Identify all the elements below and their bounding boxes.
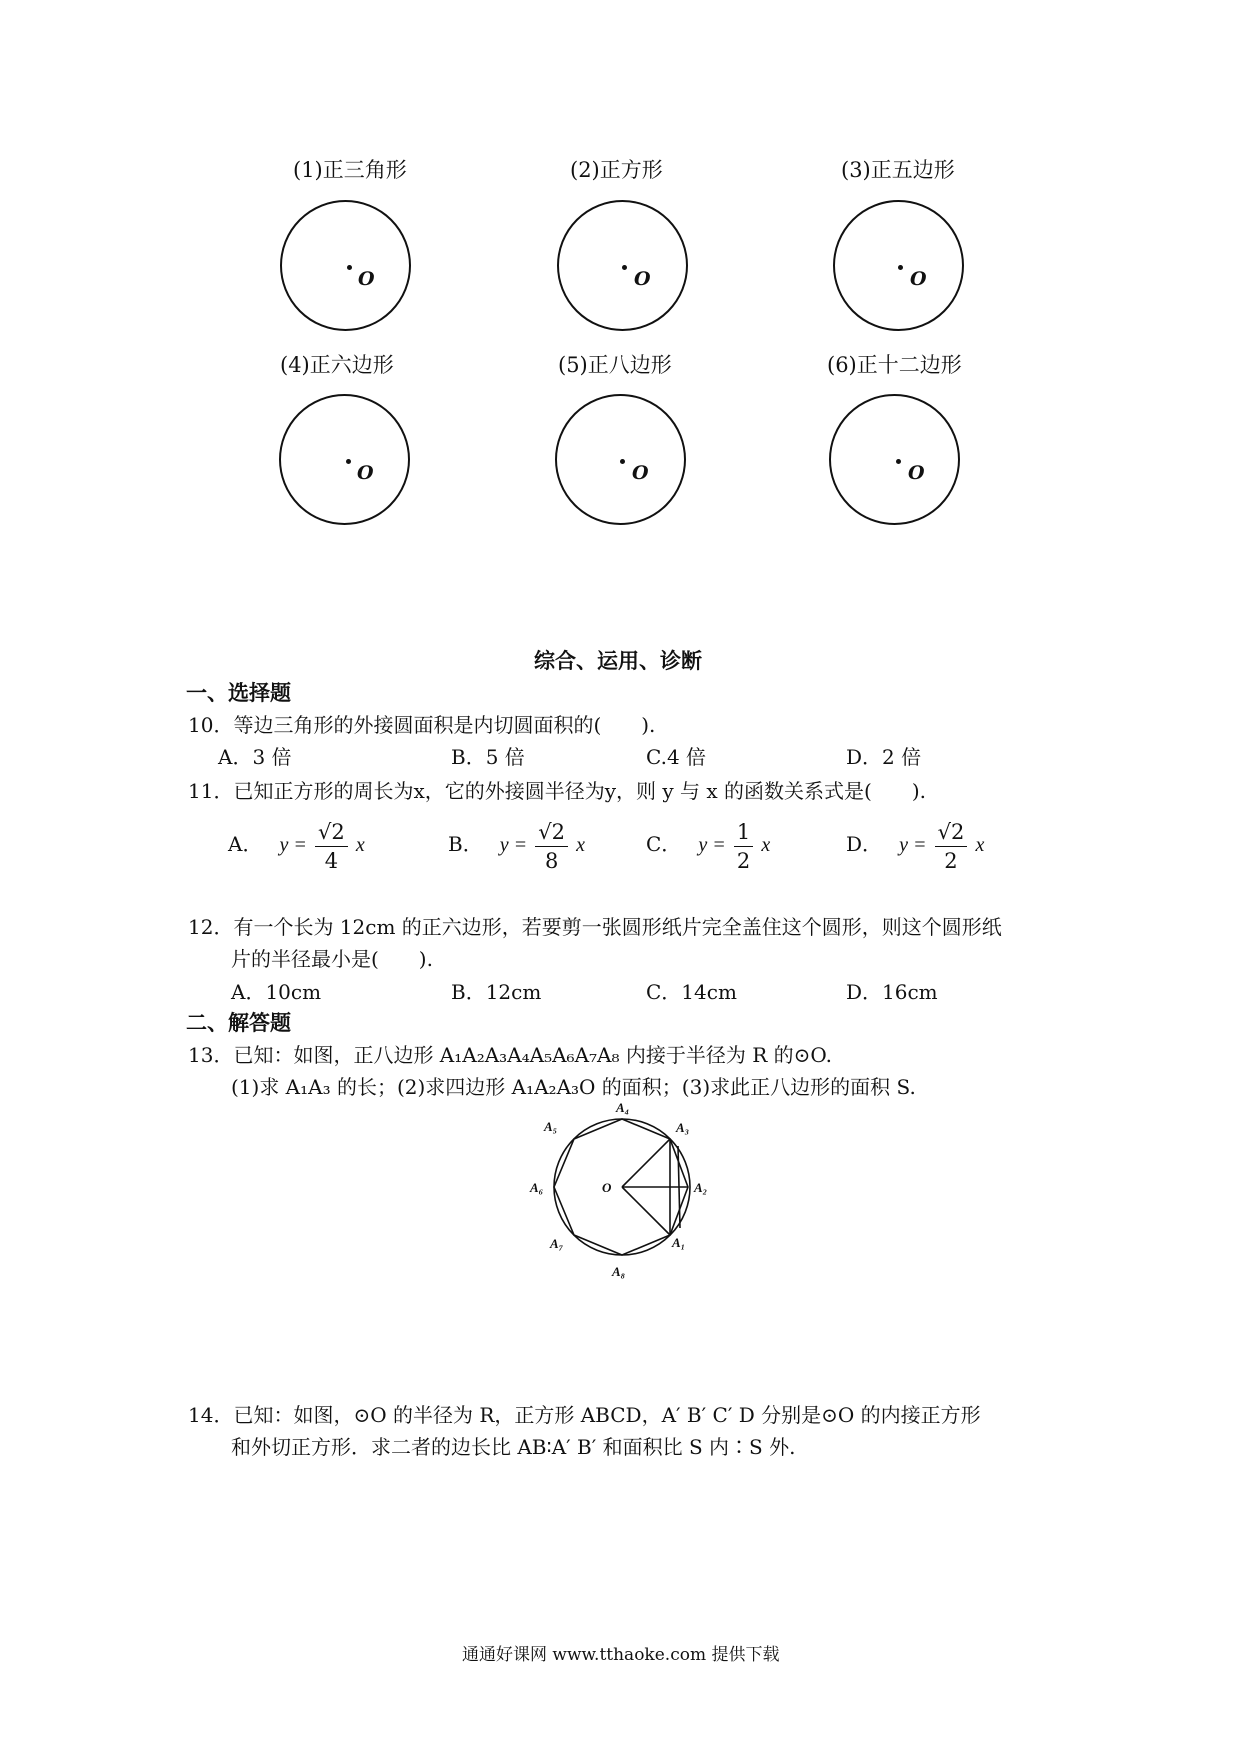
part2-title: 二、解答题 — [186, 1010, 291, 1035]
q10-option-d: D．2 倍 — [846, 745, 922, 769]
q10-stem: 10．等边三角形的外接圆面积是内切圆面积的( ). — [188, 713, 656, 737]
center-point — [898, 265, 903, 270]
option-variable: x — [975, 834, 985, 856]
octagon-figure — [520, 1090, 730, 1285]
option-variable: x — [576, 834, 585, 856]
q10-option-c: C.4 倍 — [646, 745, 707, 769]
segment-OA1 — [622, 1187, 670, 1235]
fraction — [935, 820, 968, 873]
q12-option-d: D．16cm — [846, 980, 938, 1004]
option-variable: x — [761, 834, 771, 856]
option-letter: D． — [846, 832, 883, 856]
q10-option-a: A．3 倍 — [218, 745, 292, 769]
option-letter: C． — [646, 832, 682, 856]
option-lhs: y = — [899, 834, 927, 856]
fraction-denominator: 2 — [944, 849, 958, 873]
option-lhs: y = — [698, 834, 726, 856]
fraction-denominator: 8 — [544, 849, 559, 873]
label-A2: A₂ — [694, 1180, 708, 1195]
option-lhs: y = — [499, 834, 528, 856]
q12-stem-line2: 片的半径最小是( ). — [231, 947, 433, 971]
segment-OA3 — [622, 1139, 670, 1187]
fraction-numerator: √2 — [935, 820, 968, 847]
segment-inner — [678, 1146, 680, 1228]
circle-6 — [829, 394, 960, 525]
label-A1: A₁ — [672, 1235, 686, 1250]
fraction — [535, 820, 568, 873]
q12-option-c: C．14cm — [646, 980, 737, 1004]
q11-option-a — [228, 820, 365, 873]
section-title: 综合、运用、诊断 — [534, 648, 702, 673]
center-point — [622, 265, 627, 270]
caption-octagon: (5)正八边形 — [558, 353, 672, 377]
label-A8: A₈ — [612, 1264, 626, 1279]
circle-1 — [280, 200, 411, 331]
q13-line1: 13．已知：如图，正八边形 A₁A₂A₃A₄A₅A₆A₇A₈ 内接于半径为 R 的⊙O. — [188, 1043, 832, 1067]
center-point — [346, 459, 351, 464]
label-A7: A₇ — [550, 1236, 564, 1251]
center-label: O — [634, 268, 651, 290]
q12-option-b: B．12cm — [451, 980, 542, 1004]
footer-credit: 通通好课网 www.tthaoke.com 提供下载 — [462, 1645, 780, 1665]
label-A5: A₅ — [544, 1119, 558, 1134]
circle-5 — [555, 394, 686, 525]
center-label: O — [910, 268, 927, 290]
fraction-numerator: √2 — [535, 820, 568, 847]
q11-stem: 11．已知正方形的周长为x，它的外接圆半径为y，则 y 与 x 的函数关系式是( ). — [188, 779, 926, 803]
label-O: O — [602, 1180, 612, 1195]
q11-option-d — [846, 820, 984, 873]
caption-dodecagon: (6)正十二边形 — [827, 353, 962, 377]
q13-line2: (1)求 A₁A₃ 的长；(2)求四边形 A₁A₂A₃O 的面积；(3)求此正八边形的面积 S. — [231, 1075, 916, 1099]
q14-line1: 14．已知：如图，⊙O 的半径为 R，正方形 ABCD，A′ B′ C′ D 分别是⊙O 的内接正方形 — [188, 1403, 981, 1427]
center-label: O — [357, 462, 374, 484]
q12-option-a: A．10cm — [231, 980, 322, 1004]
q11-option-b — [448, 820, 585, 873]
caption-hexagon: (4)正六边形 — [280, 353, 394, 377]
center-point — [896, 459, 901, 464]
center-label: O — [632, 462, 649, 484]
circle-2 — [557, 200, 688, 331]
label-A3: A₃ — [676, 1120, 690, 1135]
fraction-denominator: 2 — [736, 849, 751, 873]
q10-option-b: B．5 倍 — [451, 745, 525, 769]
option-letter: B． — [448, 832, 483, 856]
label-A6: A₆ — [530, 1180, 544, 1195]
circle-3 — [833, 200, 964, 331]
fraction-numerator: 1 — [734, 820, 753, 847]
center-point — [347, 265, 352, 270]
fraction — [734, 820, 753, 873]
label-A4: A₄ — [616, 1100, 630, 1115]
q14-line2: 和外切正方形．求二者的边长比 AB∶A′ B′ 和面积比 S 内∶S 外. — [231, 1435, 796, 1459]
fraction-denominator: 4 — [324, 849, 339, 873]
fraction — [315, 820, 348, 873]
option-letter: A． — [228, 832, 263, 856]
center-label: O — [358, 268, 375, 290]
q11-option-c — [646, 820, 770, 873]
center-point — [620, 459, 625, 464]
caption-pentagon: (3)正五边形 — [841, 158, 955, 182]
caption-square: (2)正方形 — [570, 158, 663, 182]
option-variable: x — [355, 834, 365, 856]
circle-4 — [279, 394, 410, 525]
option-lhs: y = — [279, 834, 307, 856]
part1-title: 一、选择题 — [186, 680, 291, 705]
caption-triangle: (1)正三角形 — [293, 158, 407, 182]
fraction-numerator: √2 — [315, 820, 348, 847]
center-label: O — [908, 462, 925, 484]
q12-stem-line1: 12．有一个长为 12cm 的正六边形，若要剪一张圆形纸片完全盖住这个圆形，则这个圆形纸 — [188, 915, 1002, 939]
